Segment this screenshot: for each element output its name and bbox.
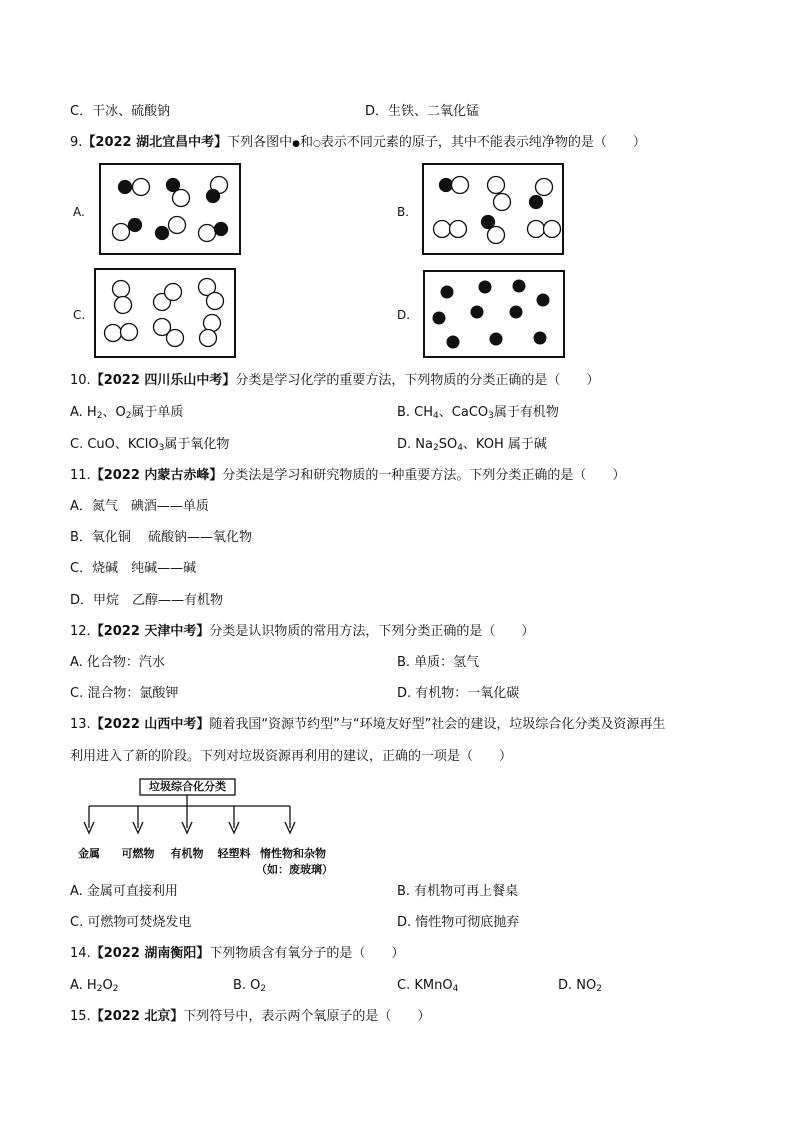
- q9-label-a: A.: [73, 205, 85, 219]
- question-source: 【2022 内蒙古赤峰】: [90, 468, 223, 483]
- particle-diagram-b: [424, 165, 562, 253]
- question-source: 【2022 湖南衡阳】: [90, 946, 210, 961]
- q9-diagram-a: [99, 163, 241, 255]
- q13-option-a: A. 金属可直接利用: [70, 884, 178, 899]
- q9-diagram-d: [423, 270, 565, 358]
- q9-label-c: C.: [73, 308, 86, 322]
- question-source: 【2022 北京】: [90, 1009, 184, 1024]
- q11-option-b: B．氧化铜 硫酸钠——氧化物: [70, 530, 253, 545]
- question-number: 11.: [70, 468, 91, 483]
- q10-option-b: B. $CH_4$、CaCO$_3$属于有机物: [397, 405, 559, 421]
- category-combustible: 可燃物: [121, 847, 155, 860]
- waste-classification-diagram: [70, 776, 370, 882]
- q14-option-c: C. KMnO$_4$: [397, 978, 459, 994]
- particle-diagram-c: [96, 270, 234, 356]
- question-number: 15.: [70, 1009, 91, 1024]
- question-number: 9.: [70, 135, 83, 150]
- category-organic: 有机物: [170, 847, 204, 860]
- q9-label-b: B.: [397, 205, 410, 219]
- q11-option-a: A．氮气 碘酒——单质: [70, 499, 209, 514]
- q15-stem: [70, 1008, 430, 1026]
- q9-diagram-b: [422, 163, 564, 255]
- q8-option-c: C．干冰、硫酸钠: [70, 104, 171, 119]
- q14-option-a: A. $H_2O_2$: [70, 978, 119, 994]
- category-inert-note: （如：废玻璃）: [256, 863, 333, 876]
- q10-option-c: C. CuO、KClO$_3$属于氧化物: [70, 437, 230, 453]
- q9-label-d: D.: [397, 308, 411, 322]
- q10-option-a: A. $H_2$、$O_2$属于单质: [70, 405, 184, 421]
- q14-stem: [70, 945, 404, 963]
- q13-option-d: D. 惰性物可彻底抛弃: [397, 915, 520, 930]
- question-number: 13.: [70, 717, 91, 732]
- q10-option-d: D. $Na_2SO_4$、KOH 属于碱: [397, 437, 547, 453]
- q9-stem: [70, 134, 646, 153]
- q14-option-d: D. $NO_2$: [558, 978, 602, 994]
- particle-diagram-a: [101, 165, 239, 253]
- q12-stem: [70, 623, 534, 641]
- q12-option-d: D. 有机物：一氧化碳: [397, 686, 520, 701]
- category-inert: 惰性物和杂物: [260, 847, 326, 860]
- q9-and: 和: [300, 135, 314, 150]
- diagram-title: 垃圾综合化分类: [149, 780, 226, 793]
- question-number: 12.: [70, 624, 91, 639]
- question-text: 下列符号中，表示两个氧原子的是（ ）: [183, 1009, 431, 1024]
- q9-diagram-c: [94, 268, 236, 358]
- q11-stem: [70, 467, 625, 485]
- q11-option-d: D．甲烷 乙醇——有机物: [70, 593, 224, 608]
- q13-stem: [70, 716, 665, 734]
- category-light-plastic: 轻塑料: [217, 847, 251, 860]
- question-text: 随着我国“资源节约型”与“环境友好型”社会的建设，垃圾综合化分类及资源再生: [209, 717, 666, 732]
- question-source: 【2022 四川乐山中考】: [90, 373, 236, 388]
- q10-stem: [70, 372, 599, 390]
- q14-option-b: B. $O_2$: [233, 978, 267, 994]
- hollow-dot-icon: ○: [313, 139, 321, 149]
- q9-stem-b: 表示不同元素的原子，其中不能表示纯净物的是（ ）: [320, 135, 646, 150]
- question-source: 【2022 天津中考】: [90, 624, 210, 639]
- question-text: 分类法是学习和研究物质的一种重要方法。下列分类正确的是（ ）: [222, 468, 626, 483]
- q13-stem-line2: 利用进入了新的阶段。下列对垃圾资源再利用的建议，正确的一项是（ ）: [70, 749, 513, 764]
- question-text: 分类是学习化学的重要方法，下列物质的分类正确的是（ ）: [235, 373, 600, 388]
- q13-option-c: C. 可燃物可焚烧发电: [70, 915, 192, 930]
- filled-dot-icon: ●: [292, 139, 300, 149]
- question-source: 【2022 湖北宜昌中考】: [82, 135, 228, 150]
- question-number: 14.: [70, 946, 91, 961]
- q12-option-b: B. 单质：氢气: [397, 655, 480, 670]
- question-source: 【2022 山西中考】: [90, 717, 210, 732]
- q12-option-a: A. 化合物：汽水: [70, 655, 165, 670]
- question-text: 分类是认识物质的常用方法，下列分类正确的是（ ）: [209, 624, 535, 639]
- question-text: 下列物质含有氧分子的是（ ）: [209, 946, 405, 961]
- q8-option-d: D．生铁、二氧化锰: [365, 104, 480, 119]
- q12-option-c: C. 混合物：氯酸钾: [70, 686, 179, 701]
- q11-option-c: C．烧碱 纯碱——碱: [70, 561, 197, 576]
- q9-stem-a: 下列各图中: [227, 135, 293, 150]
- question-number: 10.: [70, 373, 91, 388]
- category-metal: 金属: [78, 847, 100, 860]
- particle-diagram-d: [425, 272, 563, 356]
- q13-option-b: B. 有机物可再上餐桌: [397, 884, 519, 899]
